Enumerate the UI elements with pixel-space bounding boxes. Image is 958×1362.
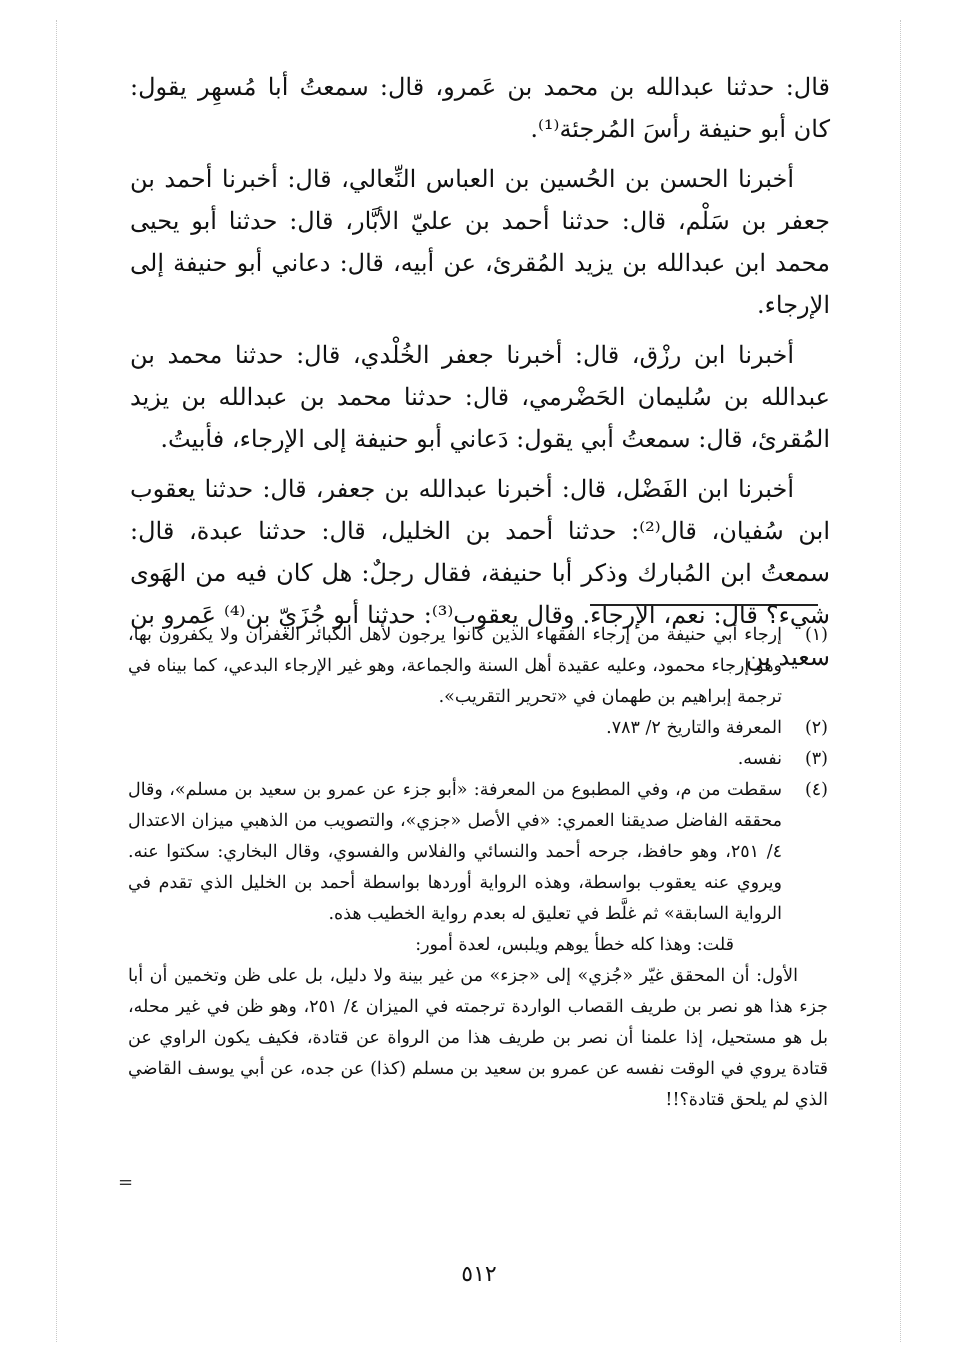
continuation-mark: =	[118, 1172, 134, 1193]
paragraph-4: أخبرنا ابن الفَضْل، قال: أخبرنا عبدالله بن جعفر، قال: حدثنا يعقوب ابن سُفيان، قال⁽²⁾: حدثنا أحمد بن الخليل، قال: حدثنا عبدة، قال: سمعتُ ابن المُبارك وذكر أبا حنيفة، فقال رجلٌ: هل كان فيه من الهَوى شيء؟ قال: نعم، الإرجاء. وقال يعقوب⁽³⁾: حدثنا أبو جُزَيّ بن⁽⁴⁾ عَمرو بن سعيد بن	[130, 475, 830, 671]
footnotes	[128, 620, 828, 1116]
paragraph-2: أخبرنا الحسن بن الحُسين بن العباس النِّعالي، قال: أخبرنا أحمد بن جعفر بن سَلْم، قال: حدثنا أحمد بن عليّ الأبَّار، قال: حدثنا أبو يحيى محمد ابن عبدالله بن يزيد المُقرئ، عن أبيه، قال: دعاني أبو حنيفة إلى الإرجاء.	[130, 165, 830, 319]
footnote-separator	[590, 604, 818, 606]
page-number: ٥١٢	[461, 1262, 497, 1287]
footnote-comment-point: الأول: أن المحقق غيّر «جُزي» إلى «جزء» من غير بينة ولا دليل، بل على ظن وتخمين أن أبا جزء هذا هو نصر بن طريف القصاب الواردة ترجمته في الميزان ٤/ ٢٥١، وهو ظن في غير محله، بل هو مستحيل، إذا علمنا أن نصر بن طريف هذا من الرواة عن قتادة، فكيف يكون الراوي عن قتادة يروي في الوقت نفسه عن عمرو بن سعيد بن مسلم (كذا) عن جده، عن أبي يوسف القاضي الذي لم يلحق قتادة؟!!	[128, 966, 829, 1110]
left-margin-dots	[56, 20, 57, 1342]
footnote-3	[128, 744, 828, 775]
footnote-1	[128, 620, 828, 713]
footnote-number: (٤)	[804, 780, 828, 800]
footnote-4	[128, 775, 828, 930]
footnote-comment: قلت: وهذا كله خطأ يوهم ويلبس، لعدة أمور:	[415, 935, 734, 955]
paragraph-3: أخبرنا ابن رزْق، قال: أخبرنا جعفر الخُلْدي، قال: حدثنا محمد بن عبدالله بن سُليمان الحَضْرمي، قال: حدثنا محمد بن عبدالله بن يزيد المُقرئ، قال: سمعتُ أبي يقول: دَعاني أبو حنيفة إلى الإرجاء، فأبيتُ.	[130, 341, 830, 453]
footnote-text: إرجاء أبي حنيفة من إرجاء الفقهاء الذين كانوا يرجون لأهل الكبائر الغفران ولا يكفرون بها، وهو إرجاء محمود، وعليه عقيدة أهل السنة والجماعة، وهو غير الإرجاء البدعي، كما بيناه في ترجمة إبراهيم بن طهمان في «تحرير التقريب».	[128, 625, 782, 707]
footnote-text: المعرفة والتاريخ ٢/ ٧٨٣.	[606, 718, 782, 738]
footnote-text: نفسه.	[737, 749, 782, 769]
main-text	[130, 66, 830, 686]
footnote-text: سقطت من م، وفي المطبوع من المعرفة: «أبو جزء عن عمرو بن سعيد بن مسلم»، وقال محققه الفاضل صديقنا العمري: «في الأصل «جزي»، والتصويب من الذهبي ميزان الاعتدال ٤/ ٢٥١، وهو حافظ، جرحه أحمد والنسائي والفلاس والفسوي، وقال البخاري: سكتوا عنه. ويروي عنه يعقوب بواسطة، وهذه الرواية أوردها بواسطة أحمد بن الخليل الذي تقدم في الرواية السابقة» ثم غلَّط في تعليق له بعدم رواية الخطيب هذه.	[128, 780, 782, 924]
footnote-2	[128, 713, 828, 744]
right-margin-dots	[900, 20, 901, 1342]
footnote-number: (٣)	[804, 749, 828, 769]
footnote-number: (١)	[804, 625, 828, 645]
footnote-number: (٢)	[804, 718, 828, 738]
paragraph-1: قال: حدثنا عبدالله بن محمد بن عَمرو، قال: سمعتُ أبا مُسهِر يقول: كان أبو حنيفة رأسَ المُرجئة⁽¹⁾.	[130, 73, 830, 143]
